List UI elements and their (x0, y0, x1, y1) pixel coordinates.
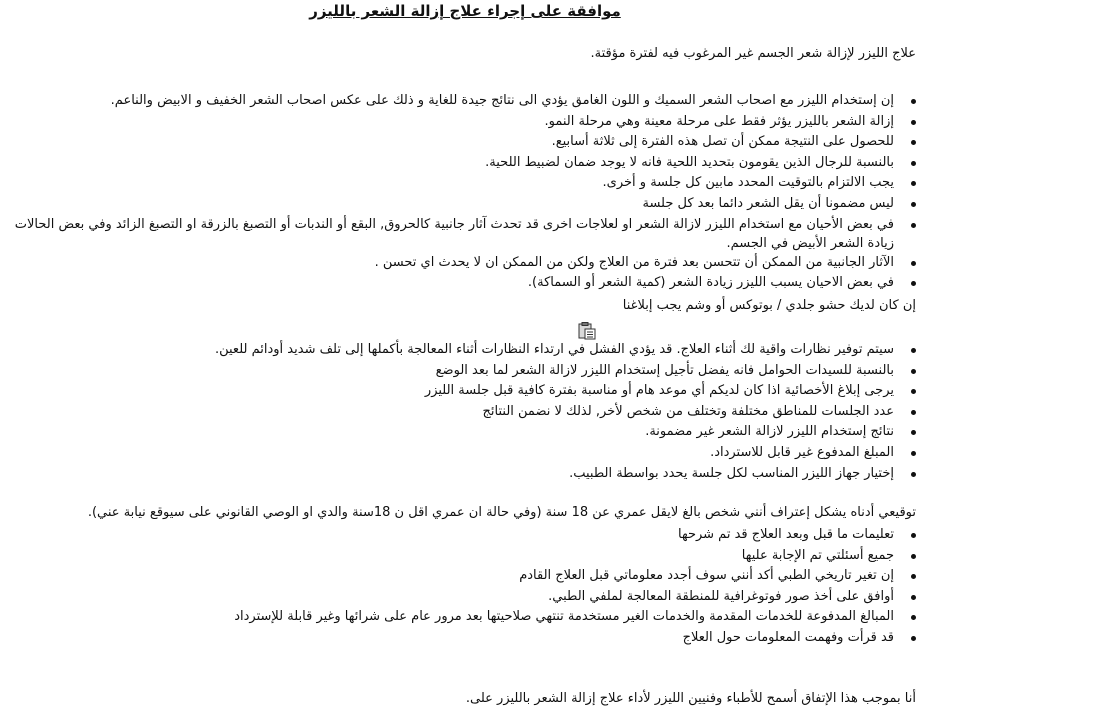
bullet-icon (911, 348, 916, 353)
list-item: الآثار الجانبية من الممكن أن تتحسن بعد فترة من العلاج ولكن من الممكن ان لا يحدث اي تحسن . (14, 253, 916, 274)
list-item: أوافق على أخذ صور فوتوغرافية للمنطقة المعالجة لملفي الطبي. (234, 587, 916, 608)
bullet-icon (911, 615, 916, 620)
bullet-icon (911, 554, 916, 559)
list-item: ليس مضمونا أن يقل الشعر دائما بعد كل جلسة (14, 194, 916, 215)
list-item: إزالة الشعر بالليزر يؤثر فقط على مرحلة معينة وهي مرحلة النمو. (14, 112, 916, 133)
list-item: سيتم توفير نظارات واقية لك أثناء العلاج. قد يؤدي الفشل في ارتداء النظارات أثناء المعالجة بأكملها إلى تلف شديد أودائم للعين. (215, 340, 916, 361)
list-item: إن تغير تاريخي الطبي أكد أنني سوف أجدد معلوماتي قبل العلاج القادم (234, 566, 916, 587)
list-item: بالنسبة للرجال الذين يقومون بتحديد اللحية فانه لا يوجد ضمان لضبيط اللحية. (14, 153, 916, 174)
list-item: يجب الالتزام بالتوقيت المحدد مابين كل جلسة و أخرى. (14, 173, 916, 194)
list-item: المبالغ المدفوعة للخدمات المقدمة والخدمات الغير مستخدمة تنتهي صلاحيتها بعد مرور عام على شرائها وغير قابلة للإسترداد (234, 607, 916, 628)
bullet-icon (911, 430, 916, 435)
bullet-icon (911, 161, 916, 166)
list-item: بالنسبة للسيدات الحوامل فانه يفضل تأجيل إستخدام الليزر لازالة الشعر لما بعد الوضع (215, 361, 916, 382)
bullet-icon (911, 410, 916, 415)
list-item: إختيار جهاز الليزر المناسب لكل جلسة يحدد بواسطة الطبيب. (215, 464, 916, 485)
list-item: للحصول على النتيجة ممكن أن تصل هذه الفترة إلى ثلاثة أسابيع. (14, 132, 916, 153)
bullet-icon (911, 369, 916, 374)
list-item: في بعض الأحيان مع استخدام الليزر لازالة الشعر او لعلاجات اخرى قد تحدث آثار جانبية كالحروق, البقع أو الندبات أو التصبغ بالزرقة او التصبغ الزائد وفي بعض الحالات زيادة الشعر الأبيض في الجسم. (14, 215, 916, 253)
bullet-icon (911, 451, 916, 456)
bullet-icon (911, 181, 916, 186)
bullet-icon (911, 533, 916, 538)
list-item: تعليمات ما قبل وبعد العلاج قد تم شرحها (234, 525, 916, 546)
precautions-list (215, 340, 916, 484)
list-item: المبلغ المدفوع غير قابل للاسترداد. (215, 443, 916, 464)
bullet-icon (911, 281, 916, 286)
list-item: قد قرأت وفهمت المعلومات حول العلاج (234, 628, 916, 649)
bullet-icon (911, 223, 916, 228)
list-item: يرجى إبلاغ الأخصائية اذا كان لديكم أي موعد هام أو مناسبة بفترة كافية قبل جلسة الليزر (215, 381, 916, 402)
treatment-info-list (14, 91, 916, 294)
list-item: في بعض الاحيان يسبب الليزر زيادة الشعر (كمية الشعر أو السماكة). (14, 273, 916, 294)
agreement-statement: أنا بموجب هذا الإتفاق أسمح للأطباء وفنيين الليزر لأداء علاج إزالة الشعر بالليزر على. (465, 691, 916, 706)
bullet-icon (911, 636, 916, 641)
implant-note: إن كان لديك حشو جلدي / بوتوكس أو وشم يجب إبلاغنا (622, 298, 916, 313)
list-item: نتائج إستخدام الليزر لازالة الشعر غير مضمونة. (215, 422, 916, 443)
bullet-icon (911, 574, 916, 579)
bullet-icon (911, 99, 916, 104)
list-item: جميع أسئلتي تم الإجابة عليها (234, 546, 916, 567)
bullet-icon (911, 472, 916, 477)
list-item: إن إستخدام الليزر مع اصحاب الشعر السميك و اللون الغامق يؤدي الى نتائج جيدة للغاية و ذلك على عكس اصحاب الشعر الخفيف و الابيض والناعم. (14, 91, 916, 112)
consent-statement: توقيعي أدناه يشكل إعتراف أنني شخص بالغ لايقل عمري عن 18 سنة (وفي حالة ان عمري اقل ن 18سنة والدي او الوصي القانوني على سيوقع نيابة عني). (87, 505, 916, 520)
intro-paragraph: علاج الليزر لإزالة شعر الجسم غير المرغوب فيه لفترة مؤقتة. (590, 46, 916, 61)
bullet-icon (911, 389, 916, 394)
clipboard-paste-icon[interactable] (578, 322, 596, 340)
bullet-icon (911, 595, 916, 600)
list-item: عدد الجلسات للمناطق مختلفة وتختلف من شخص لأخر, لذلك لا نضمن النتائج (215, 402, 916, 423)
bullet-icon (911, 120, 916, 125)
bullet-icon (911, 202, 916, 207)
document-title: موافقة على إجراء علاج إزالة الشعر بالليزر (309, 2, 621, 20)
acknowledgements-list (234, 525, 916, 649)
bullet-icon (911, 261, 916, 266)
bullet-icon (911, 140, 916, 145)
